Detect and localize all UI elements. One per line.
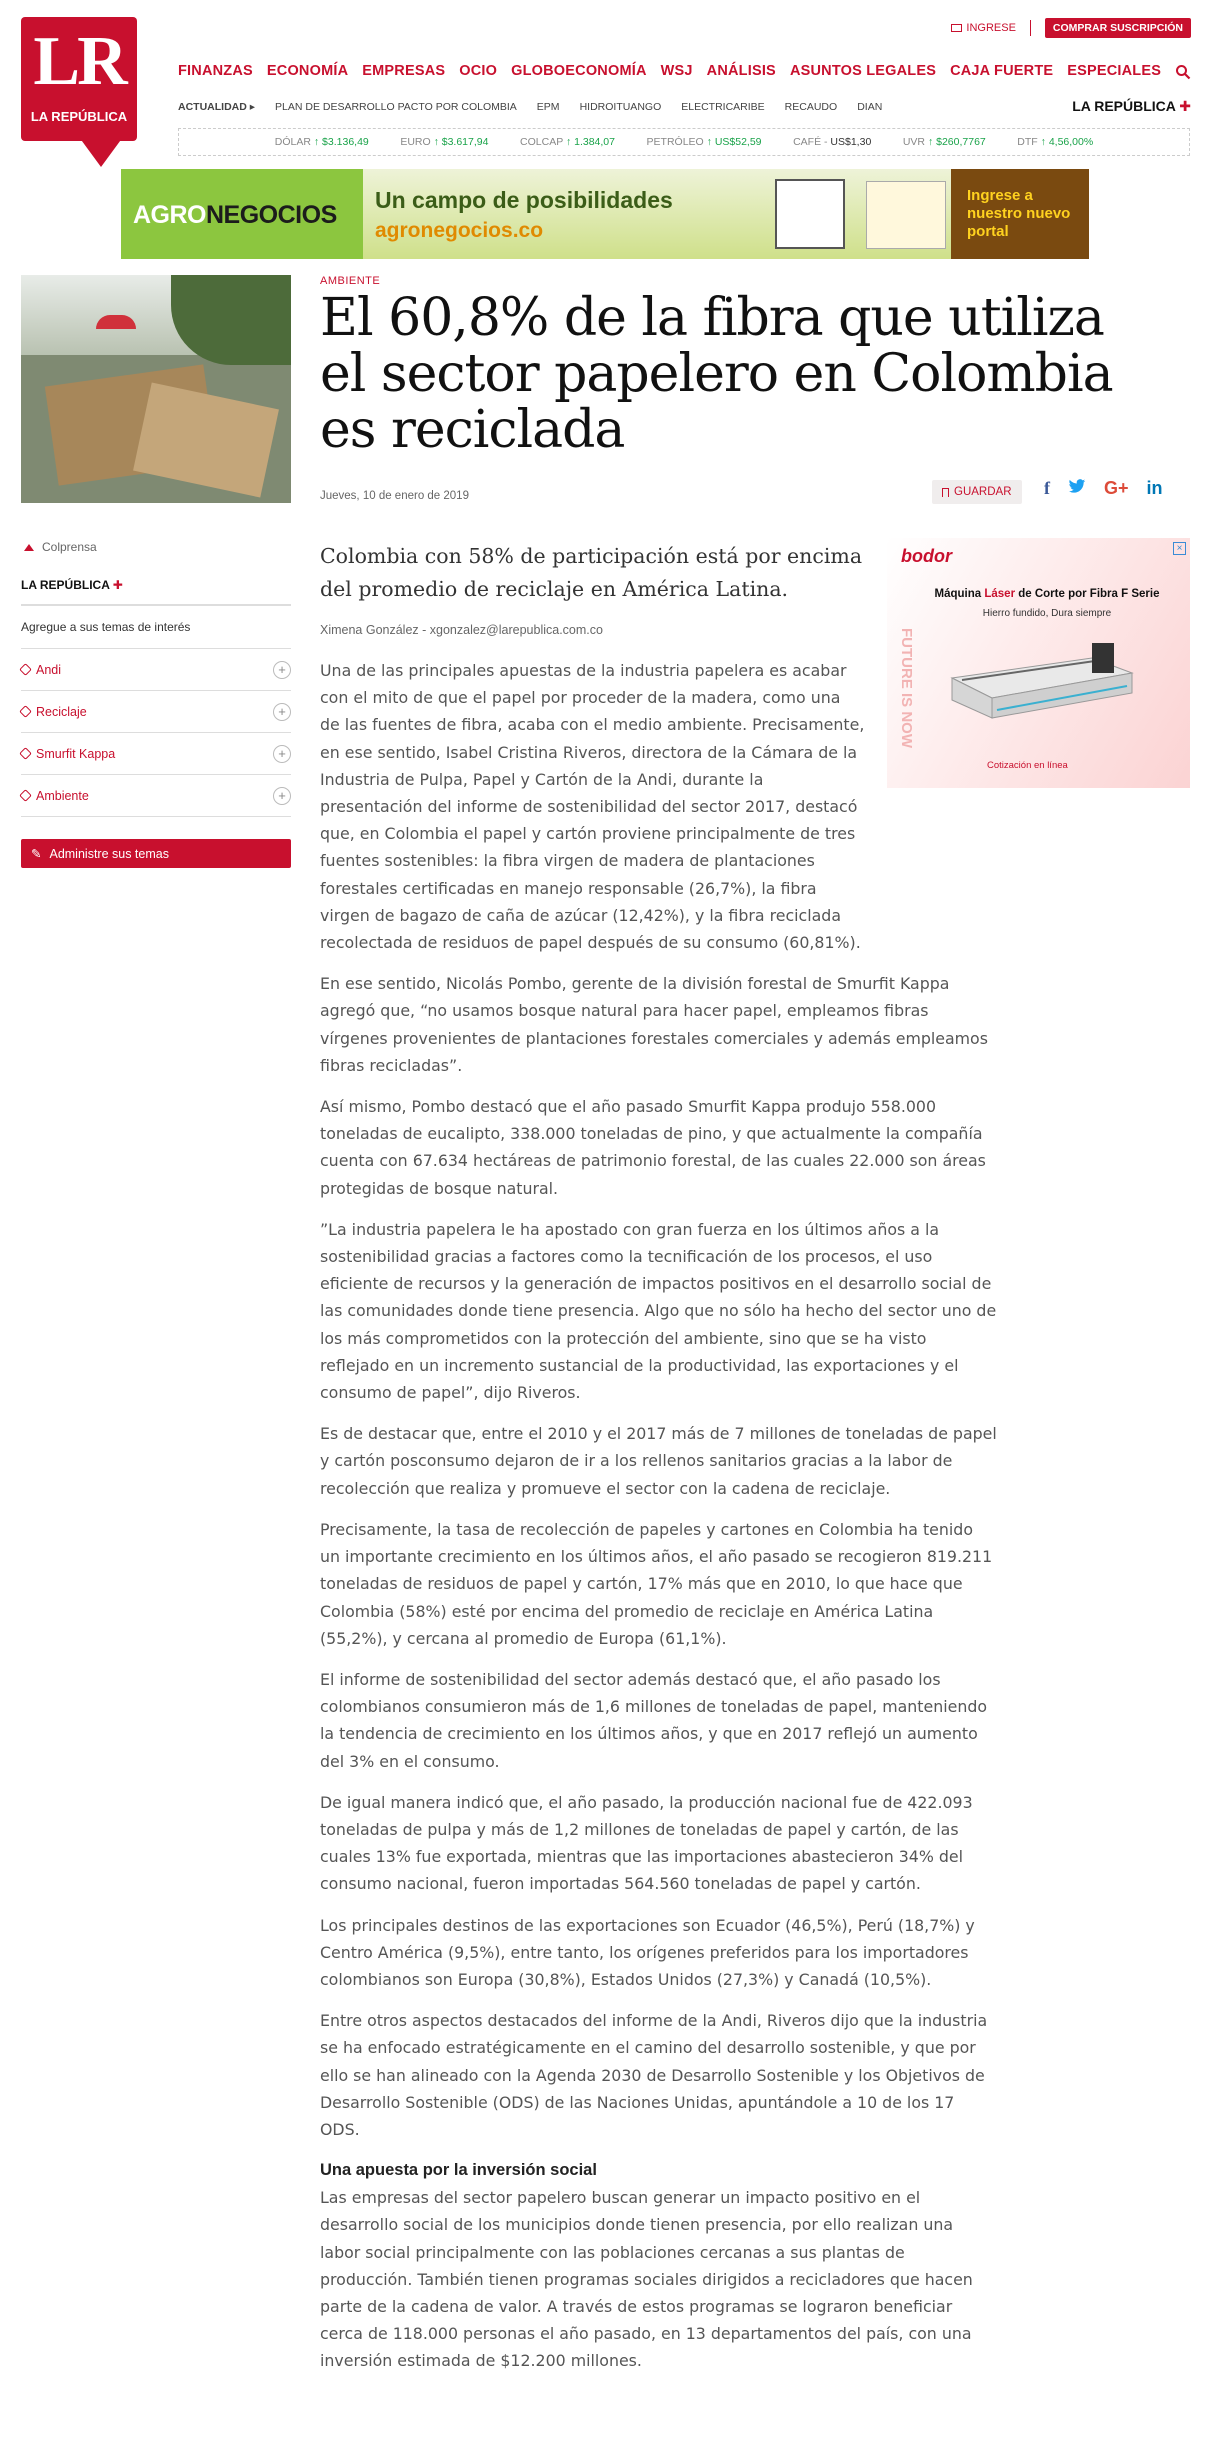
plus-icon: ✚ (1179, 98, 1191, 114)
ticker-value: 4,56,00% (1048, 136, 1094, 148)
google-plus-icon[interactable]: G+ (1104, 478, 1129, 498)
twitter-icon[interactable] (1068, 478, 1086, 499)
topic-item-ambiente[interactable] (21, 775, 291, 817)
article-paragraph: De igual manera indicó que, el año pasado, la producción nacional fue de 422.093 toneladas de pulpa y más de 1,2 millones de toneladas de papel y cartón, de las cuales 13% fue exportada, mientras que las importaciones abastecieron 34% del consumo nacional, fueron importadas 564.560 toneladas de papel y cartón. (320, 1792, 973, 1894)
tag-icon (19, 663, 32, 676)
logo-name: LA REPÚBLICA (30, 109, 128, 124)
ad-headline-red: Láser (984, 588, 1016, 600)
dash-icon: - (824, 136, 828, 148)
linkedin-icon[interactable]: in (1146, 478, 1163, 498)
search-icon[interactable] (1175, 64, 1191, 80)
manage-topics-label: Administre sus temas (49, 846, 169, 861)
ticker-value: US$1,30 (830, 136, 872, 148)
ticker-label: DTF (1017, 136, 1038, 148)
arrow-up-icon: ↑ (927, 136, 934, 148)
add-topic-button[interactable]: + (273, 787, 291, 805)
plus-icon: ✚ (112, 578, 123, 592)
article-paragraph: El informe de sostenibilidad del sector además destacó que, el año pasado los colombianos consumieron más de 1,6 millones de toneladas de papel, manteniendo la tendencia de crecimiento en los últimos años, y que en 2017 reflejó un aumento del 3% en el consumo. (320, 1669, 988, 1771)
article-paragraph: Es de destacar que, entre el 2010 y el 2017 más de 7 millones de toneladas de papel y cartón posconsumo dejaron de ir a los rellenos sanitarios gracias a la labor de recolección que realiza y promueve el sector con la cadena de reciclaje. (320, 1424, 997, 1498)
hero-umbrella (96, 315, 136, 329)
save-button[interactable] (932, 480, 1022, 504)
actualidad-menu[interactable] (178, 101, 255, 113)
top-links (951, 18, 1191, 38)
ad-cta: Cotización en línea (987, 760, 1068, 771)
subnav-item[interactable]: PLAN DE DESARROLLO PACTO POR COLOMBIA (275, 101, 517, 113)
ticker-item-petroleo[interactable] (647, 136, 762, 148)
ad-vertical-text: FUTURE IS NOW (898, 628, 915, 748)
ticker-item-dolar[interactable] (275, 136, 369, 148)
nav-item-ocio[interactable]: OCIO (459, 63, 498, 79)
topics-intro: Agregue a sus temas de interés (21, 620, 291, 649)
article-paragraph: Así mismo, Pombo destacó que el año pasado Smurfit Kappa produjo 558.000 toneladas de eucalipto, 338.000 toneladas de pino, y que actualmente la compañía cuenta con 67.634 hectáreas de patrimonio forestal, de las cuales 22.000 son áreas protegidas de bosque natural. (320, 1097, 986, 1198)
subnav-item[interactable]: HIDROITUANGO (579, 101, 662, 113)
topic-item-andi[interactable] (21, 649, 291, 691)
subscribe-button[interactable]: COMPRAR SUSCRIPCIÓN (1045, 18, 1191, 38)
ticker-value: $3.136,49 (322, 136, 369, 148)
ad-subheadline: Hierro fundido, Dura siempre (982, 608, 1112, 619)
lr-plus-label: LA REPÚBLICA (1072, 98, 1176, 114)
ad-brand: bodor (901, 546, 952, 566)
ad-headline-post: de Corte por Fibra F Serie (1015, 588, 1160, 600)
topic-label: Ambiente (36, 788, 89, 803)
share-bar (1044, 478, 1163, 499)
login-label: INGRESE (966, 22, 1016, 34)
ad-headline-pre: Máquina (934, 588, 985, 600)
close-icon[interactable]: × (1173, 542, 1186, 555)
nav-item-especiales[interactable]: ESPECIALES (1067, 63, 1162, 79)
ticker-label: CAFÉ (793, 136, 822, 148)
caret-up-icon (24, 544, 34, 551)
nav-item-wsj[interactable]: WSJ (660, 63, 693, 79)
login-icon (951, 24, 962, 32)
add-topic-button[interactable]: + (273, 703, 291, 721)
caret-right-icon: ▸ (249, 101, 256, 113)
sub-nav (178, 101, 882, 113)
nav-item-empresas[interactable]: EMPRESAS (362, 63, 446, 79)
ticker-item-uvr[interactable] (903, 136, 986, 148)
ticker-item-cafe[interactable] (793, 136, 871, 148)
ticker-value: $3.617,94 (441, 136, 489, 148)
banner-device-image (775, 179, 845, 249)
tag-icon (19, 747, 32, 760)
nav-item-economia[interactable]: ECONOMÍA (266, 63, 349, 79)
article-section[interactable]: AMBIENTE (320, 275, 381, 287)
ticker-label: EURO (400, 136, 431, 148)
article-lead: Colombia con 58% de participación está por encima del promedio de reciclaje en América Latina. (320, 544, 863, 601)
article-title: El 60,8% de la fibra que utiliza el sector papelero en Colombia es reciclada (320, 288, 1113, 460)
article-subheading: Una apuesta por la inversión social (320, 2161, 597, 2180)
banner-logo-agro: AGRO (133, 201, 206, 229)
tag-icon (19, 789, 32, 802)
lr-plus-link[interactable] (1072, 98, 1191, 115)
article-paragraph: Los principales destinos de las exportaciones son Ecuador (46,5%), Perú (18,7%) y Centro América (9,5%), entre tanto, los orígenes preferidos para los importadores colombianos son Europa (30,8%), Estados Unidos (27,3%) y Canadá (10,5%). (320, 1915, 975, 1989)
article-paragraph: En ese sentido, Nicolás Pombo, gerente de la división forestal de Smurfit Kappa agregó que, “no usamos bosque natural para hacer papel, empleamos fibras vírgenes provenientes de plantaciones forestales comerciales y además empleamos fibras recicladas”. (320, 974, 988, 1075)
subnav-item[interactable]: EPM (536, 101, 560, 113)
ticker-item-euro[interactable] (400, 136, 488, 148)
arrow-up-icon: ↑ (433, 136, 439, 148)
photo-credit (21, 540, 291, 554)
photo-credit-label: Colprensa (42, 540, 97, 554)
article-date: Jueves, 10 de enero de 2019 (320, 490, 469, 502)
nav-item-finanzas[interactable]: FINANZAS (178, 63, 253, 79)
article-paragraph: Entre otros aspectos destacados del informe de la Andi, Riveros dijo que la industria se ha enfocado estratégicamente en el camino del desarrollo sostenible, y que por ello se han alineado con la Agenda 2030 de Desarrollo Sostenible y los Objetivos de Desarrollo Sostenible (ODS) de las Naciones Unidas, apuntándole a 10 de los 17 ODS. (320, 2011, 988, 2139)
pencil-icon: ✎ (31, 847, 42, 861)
ticker-item-colcap[interactable] (520, 136, 615, 148)
arrow-up-icon: ↑ (565, 136, 572, 148)
arrow-up-icon: ↑ (1040, 136, 1046, 148)
article-author[interactable]: Ximena González - xgonzalez@larepublica.com.co (320, 623, 603, 637)
subnav-item[interactable]: ELECTRICARIBE (681, 101, 765, 113)
ticker-label: UVR (902, 136, 926, 148)
ticker-value: US$52,59 (714, 136, 762, 148)
ticker-label: DÓLAR (274, 136, 311, 148)
banner-cta: Ingrese a nuestro nuevo portal (951, 169, 1089, 259)
sidebar-lr-text: LA REPÚBLICA (21, 578, 110, 592)
agronegocios-banner[interactable] (121, 169, 1089, 259)
banner-logo (121, 169, 363, 259)
topic-link[interactable] (21, 789, 89, 803)
subnav-item[interactable]: DIAN (857, 101, 883, 113)
facebook-icon[interactable]: f (1044, 478, 1050, 498)
topic-link[interactable] (21, 747, 115, 761)
ticker-label: PETRÓLEO (646, 136, 704, 148)
topic-item-reciclaje[interactable] (21, 691, 291, 733)
logo-text: LR (33, 23, 125, 100)
sidebar-lr-label (21, 578, 291, 606)
banner-slogan: Un campo de posibilidades (375, 187, 673, 213)
article-paragraph: ”La industria papelera le ha apostado con gran fuerza en los últimos años a la sostenibilidad gracias a factores como la tecnificación de los procesos, el uso eficiente de recursos y la generación de impactos positivos en el desarrollo social de las comunidades donde tiene presencia. Algo que no sólo ha hecho del sector uno de los más comprometidos con la protección del ambiente, sino que se ha visto reflejado en un incremento sustancial de la productividad, las exportaciones y el consumo de papel”, dijo Riveros. (320, 1219, 997, 1403)
nav-item-globoeconomia[interactable]: GLOBOECONOMÍA (511, 63, 647, 79)
topic-label: Andi (36, 662, 62, 677)
topic-item-smurfit-kappa[interactable] (21, 733, 291, 775)
topic-label: Smurfit Kappa (36, 746, 116, 761)
article-paragraph: Una de las principales apuestas de la industria papelera es acabar con el mito de que el papel por proceder de la madera, como una de las fuentes de fibra, acaba con el medio ambiente. Precisamente, en ese sentido, Isabel Cristina Riveros, directora de la Cámara de la Industria de Pulpa, Papel y Cartón de la Andi, durante la presentación del informe de sostenibilidad del sector 2017, destacó que, en Colombia el papel y cartón proviene principalmente de tres fuentes sostenibles: la fibra virgen de madera de plantaciones forestales certificadas en manejo responsable (26,7%), la fibra virgen de bagazo de caña de azúcar (12,42%), y la fibra reciclada recolectada de residuos de papel después de su consumo (60,81%). (320, 661, 865, 953)
banner-logo-negocios: NEGOCIOS (206, 201, 337, 229)
ad-headline (927, 588, 1167, 600)
logo-tail (79, 137, 123, 167)
topic-link[interactable] (21, 663, 61, 677)
site-logo[interactable] (21, 17, 137, 159)
add-topic-button[interactable]: + (273, 745, 291, 763)
arrow-up-icon: ↑ (313, 136, 320, 148)
article-hero-image (21, 275, 291, 503)
arrow-up-icon: ↑ (706, 136, 712, 148)
main-nav (178, 63, 1161, 79)
subnav-item[interactable]: RECAUDO (784, 101, 838, 113)
article-body (320, 657, 998, 2389)
actualidad-label: ACTUALIDAD (178, 101, 247, 113)
nav-item-caja-fuerte[interactable]: CAJA FUERTE (950, 63, 1054, 79)
banner-url: agronegocios.co (375, 219, 544, 242)
ticker-label: COLCAP (520, 136, 564, 148)
login-link[interactable] (951, 22, 1016, 34)
ticker-item-dtf[interactable] (1017, 136, 1093, 148)
topic-link[interactable] (21, 705, 87, 719)
nav-item-asuntos-legales[interactable]: ASUNTOS LEGALES (789, 63, 937, 79)
ticker-value: $260,7767 (936, 136, 986, 148)
article-paragraph: Precisamente, la tasa de recolección de papeles y cartones en Colombia ha tenido un importante crecimiento en los últimos años, el año pasado se recogieron 819.211 toneladas de residuos de papel y cartón, 17% más que en 2010, lo que hace que Colombia (58%) esté por encima del promedio de reciclaje en América Latina (55,2%), y cercana al promedio de Europa (61,1%). (320, 1519, 993, 1648)
article-sidebar (21, 540, 291, 868)
tag-icon (19, 705, 32, 718)
article-paragraph: Las empresas del sector papelero buscan generar un impacto positivo en el desarrollo social de los municipios donde tienen presencia, por ello realizan una labor social principalmente con las poblaciones cercanas a sus plantas de producción. También tienen programas sociales dirigidos a recicladores que hacen parte de la cadena de valor. A través de estos programas se lograron beneficiar cerca de 118.000 personas el año pasado, en 13 departamentos del país, con una inversión estimada de $12.200 millones. (320, 2188, 973, 2371)
banner-magazine-image (866, 181, 946, 249)
divider (1030, 20, 1031, 36)
ticker-value: 1.384,07 (574, 136, 615, 148)
hero-cardboard (133, 382, 279, 497)
market-ticker (178, 128, 1190, 156)
add-topic-button[interactable]: + (273, 661, 291, 679)
manage-topics-button[interactable] (21, 839, 291, 868)
bookmark-icon (942, 488, 949, 497)
topic-label: Reciclaje (36, 704, 87, 719)
save-label: GUARDAR (954, 486, 1012, 498)
nav-item-analisis[interactable]: ANÁLISIS (706, 63, 776, 79)
